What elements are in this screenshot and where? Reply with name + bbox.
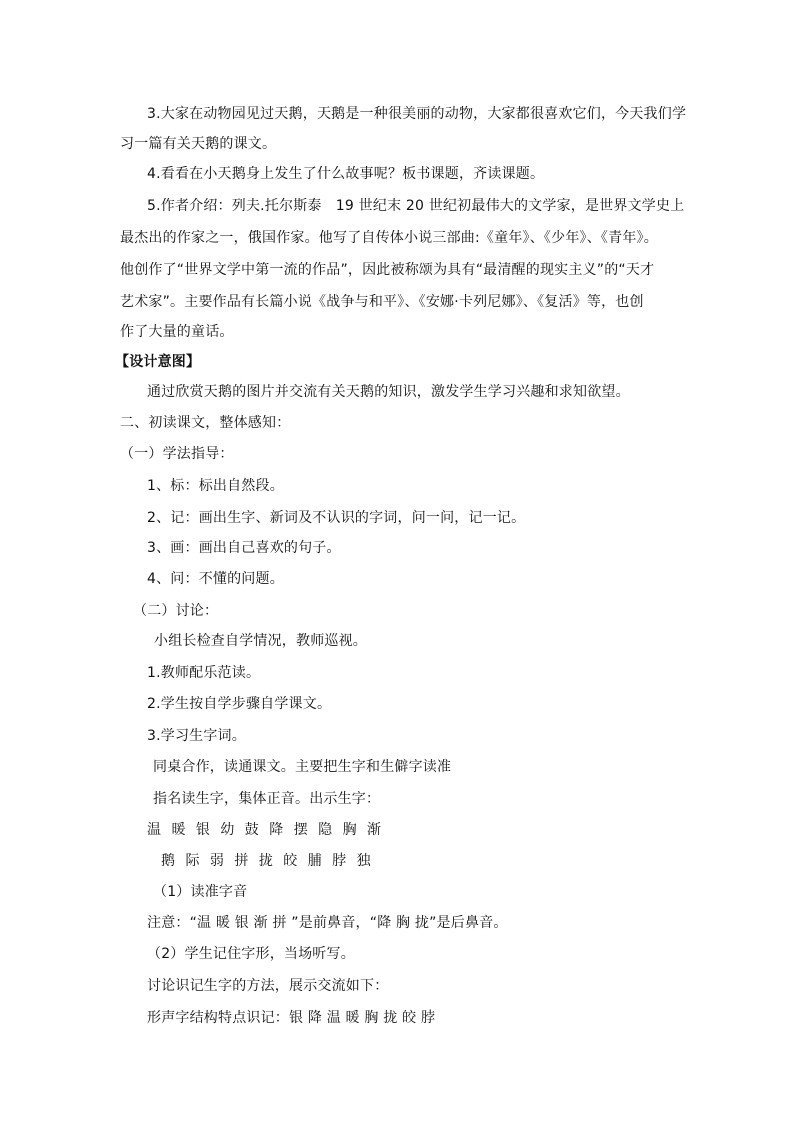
paragraph-line: 通过欣赏天鹅的图片并交流有关天鹅的知识，激发学生学习兴趣和求知欲望。	[147, 384, 630, 400]
paragraph-line: 4.看看在小天鹅身上发生了什么故事呢？板书课题，齐读课题。	[147, 166, 545, 182]
list-item: 3.学习生字词。	[147, 728, 246, 744]
paragraph-line: 他创作了“世界文学中第一流的作品”，因此被称颂为具有“最清醒的现实主义”的“天才	[120, 262, 655, 278]
paragraph-line: 指名读生字，集体正音。出示生字：	[153, 791, 381, 807]
list-item: 4、问：不懂的问题。	[147, 571, 284, 587]
paragraph-line: 3.大家在动物园见过天鹅，天鹅是一种很美丽的动物，大家都很喜欢它们，今天我们学	[147, 106, 687, 122]
list-item: 2、记：画出生字、新词及不认识的字词，问一问，记一记。	[147, 510, 526, 526]
paragraph-line: 5.作者介绍：列夫.托尔斯泰 19 世纪末 20 世纪初最伟大的文学家，是世界文学史上	[147, 198, 685, 214]
section-heading: 二、初读课文，整体感知：	[120, 415, 291, 431]
paragraph-line: 讨论识记生字的方法，展示交流如下：	[147, 978, 389, 994]
list-item: 1、标：标出自然段。	[147, 478, 284, 494]
paragraph-line: 同桌合作，读通课文。主要把生字和生僻字读准	[153, 759, 452, 775]
character-row: 鹅 际 弱 拼 拢 皎 脯 脖 独	[161, 853, 374, 869]
subsection-heading: （一）学法指导：	[120, 446, 234, 462]
paragraph-line: 小组长检查自学情况，教师巡视。	[154, 633, 367, 649]
paragraph-line: 注意：“温 暖 银 渐 拼 ”是前鼻音，“降 胸 拢”是后鼻音。	[147, 915, 508, 931]
paragraph-line: 艺术家”。主要作品有长篇小说《战争与和平》、《安娜·卡列尼娜》、《复活》等，也创	[120, 294, 644, 310]
subsection-heading: （二）讨论：	[133, 603, 219, 619]
paragraph-line: 习一篇有关天鹅的课文。	[120, 136, 277, 152]
list-item: （1）读准字音	[153, 884, 248, 900]
list-item: 3、画：画出自己喜欢的句子。	[147, 540, 341, 556]
paragraph-line: 最杰出的作家之一，俄国作家。他写了自传体小说三部曲:《童年》、《少年》、《青年》。	[120, 230, 658, 246]
list-item: 1.教师配乐范读。	[147, 665, 261, 681]
list-item: 2.学生按自学步骤自学课文。	[147, 696, 332, 712]
paragraph-line: 形声字结构特点识记：银 降 温 暖 胸 拢 皎 脖	[147, 1010, 436, 1026]
paragraph-line: 作了大量的童话。	[120, 324, 234, 340]
list-item: （2）学生记住字形，当场听写。	[147, 946, 355, 962]
character-row: 温 暖 银 幼 鼓 降 摆 隐 胸 渐	[147, 822, 385, 838]
section-heading: 【设计意图】	[115, 354, 201, 370]
